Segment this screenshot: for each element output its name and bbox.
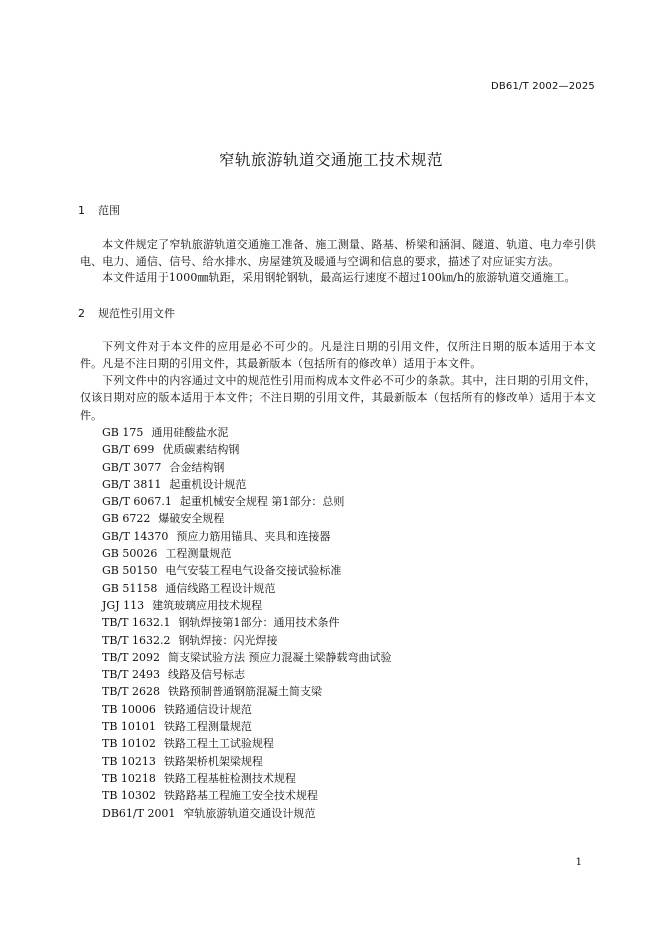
reference-code: GB/T 6067.1 [102, 495, 172, 509]
reference-title: 铁路工程测量规范 [163, 720, 252, 734]
reference-title: 通信线路工程设计规范 [165, 581, 276, 595]
reference-title: 预应力筋用锚具、夹具和连接器 [176, 529, 331, 543]
list-item [102, 510, 391, 527]
list-item [102, 476, 391, 493]
reference-title: 优质碳素结构钢 [162, 443, 240, 457]
reference-code: GB 50026 [102, 547, 158, 561]
reference-code: GB 50150 [102, 564, 158, 578]
reference-code: TB/T 1632.2 [102, 633, 171, 647]
list-item [102, 701, 391, 718]
reference-code: GB/T 699 [102, 443, 155, 457]
reference-title: 建筑玻璃应用技术规程 [152, 598, 263, 612]
reference-title: 铁路工程土工试验规程 [163, 737, 274, 751]
reference-title: 钢轨焊接第1部分：通用技术条件 [178, 616, 340, 630]
reference-code: TB 10006 [102, 702, 156, 716]
reference-list [102, 424, 391, 822]
list-item [102, 735, 391, 752]
reference-title: 窄轨旅游轨道交通设计规范 [183, 806, 316, 820]
section-title: 范围 [98, 204, 120, 217]
document-number: DB61/T 2002—2025 [490, 81, 595, 92]
reference-code: GB 6722 [102, 512, 151, 526]
reference-code: GB 175 [102, 426, 144, 439]
list-item [102, 545, 391, 562]
reference-title: 起重机设计规范 [169, 477, 247, 491]
reference-title: 通用硅酸盐水泥 [151, 426, 229, 439]
list-item [102, 753, 391, 770]
reference-title: 铁路工程基桩检测技术规程 [163, 771, 296, 785]
reference-title: 铁路架桥机架梁规程 [163, 754, 263, 768]
list-item [102, 805, 391, 822]
list-item [102, 632, 391, 649]
list-item [102, 718, 391, 735]
reference-code: TB 10213 [102, 754, 156, 768]
reference-title: 爆破安全规程 [158, 512, 225, 526]
list-item [102, 580, 391, 597]
reference-code: TB 10302 [102, 789, 156, 803]
section-number: 2 [78, 307, 85, 320]
list-item [102, 424, 391, 441]
reference-code: GB/T 3811 [102, 477, 162, 491]
reference-title: 工程测量规范 [165, 547, 232, 561]
list-item [102, 649, 391, 666]
reference-title: 电气安装工程电气设备交接试验标准 [165, 564, 342, 578]
reference-code: TB/T 2493 [102, 668, 160, 682]
reference-code: TB 10101 [102, 720, 156, 734]
reference-title: 起重机械安全规程 第1部分：总则 [179, 495, 345, 509]
reference-title: 合金结构钢 [169, 460, 225, 474]
list-item [102, 770, 391, 787]
list-item [102, 441, 391, 458]
references-paragraph-1: 下列文件对于本文件的应用是必不可少的。凡是注日期的引用文件，仅所注日期的版本适用于本文件。凡是不注日期的引用文件，其最新版本（包括所有的修改单）适用于本文件。 [80, 340, 596, 371]
reference-code: JGJ 113 [102, 598, 145, 612]
reference-code: GB/T 3077 [102, 460, 162, 474]
references-paragraph-2: 下列文件中的内容通过文中的规范性引用而构成本文件必不可少的条款。其中，注日期的引用文件，仅该日期对应的版本适用于本文件；不注日期的引用文件，其最新版本（包括所有的修改单）适用于本文件。 [80, 374, 596, 422]
list-item [102, 597, 391, 614]
list-item [102, 787, 391, 804]
reference-title: 铁路路基工程施工安全技术规程 [163, 789, 318, 803]
scope-paragraph-2: 本文件适用于1000㎜轨距，采用钢轮钢轨，最高运行速度不超过100㎞/h的旅游轨道交通施工。 [102, 271, 576, 284]
reference-code: DB61/T 2001 [102, 806, 176, 820]
reference-code: TB 10218 [102, 771, 156, 785]
list-item [102, 459, 391, 476]
reference-code: GB 51158 [102, 581, 158, 595]
reference-title: 铁路预制普通钢筋混凝土简支梁 [167, 685, 322, 699]
section-heading-scope [78, 202, 120, 218]
section-title: 规范性引用文件 [98, 307, 175, 320]
reference-code: TB/T 2092 [102, 650, 160, 664]
list-item [102, 666, 391, 683]
section-number: 1 [78, 204, 85, 217]
reference-title: 铁路通信设计规范 [163, 702, 252, 716]
reference-code: TB 10102 [102, 737, 156, 751]
reference-title: 钢轨焊接：闪光焊接 [178, 633, 278, 647]
reference-code: GB/T 14370 [102, 529, 169, 543]
list-item [102, 683, 391, 700]
page-number: 1 [575, 857, 582, 868]
list-item [102, 614, 391, 631]
section-heading-normative-references [78, 305, 175, 321]
reference-code: TB/T 1632.1 [102, 616, 171, 630]
list-item [102, 562, 391, 579]
list-item [102, 493, 391, 510]
list-item [102, 528, 391, 545]
reference-title: 线路及信号标志 [167, 668, 245, 682]
scope-paragraph-1: 本文件规定了窄轨旅游轨道交通施工准备、施工测量、路基、桥梁和涵洞、隧道、轨道、电力牵引供电、电力、通信、信号、给水排水、房屋建筑及暖通与空调和信息的要求，描述了对应证实方法。 [80, 238, 596, 269]
reference-code: TB/T 2628 [102, 685, 160, 699]
reference-title: 简支梁试验方法 预应力混凝土梁静载弯曲试验 [167, 650, 392, 664]
document-title: 窄轨旅游轨道交通施工技术规范 [218, 151, 443, 169]
